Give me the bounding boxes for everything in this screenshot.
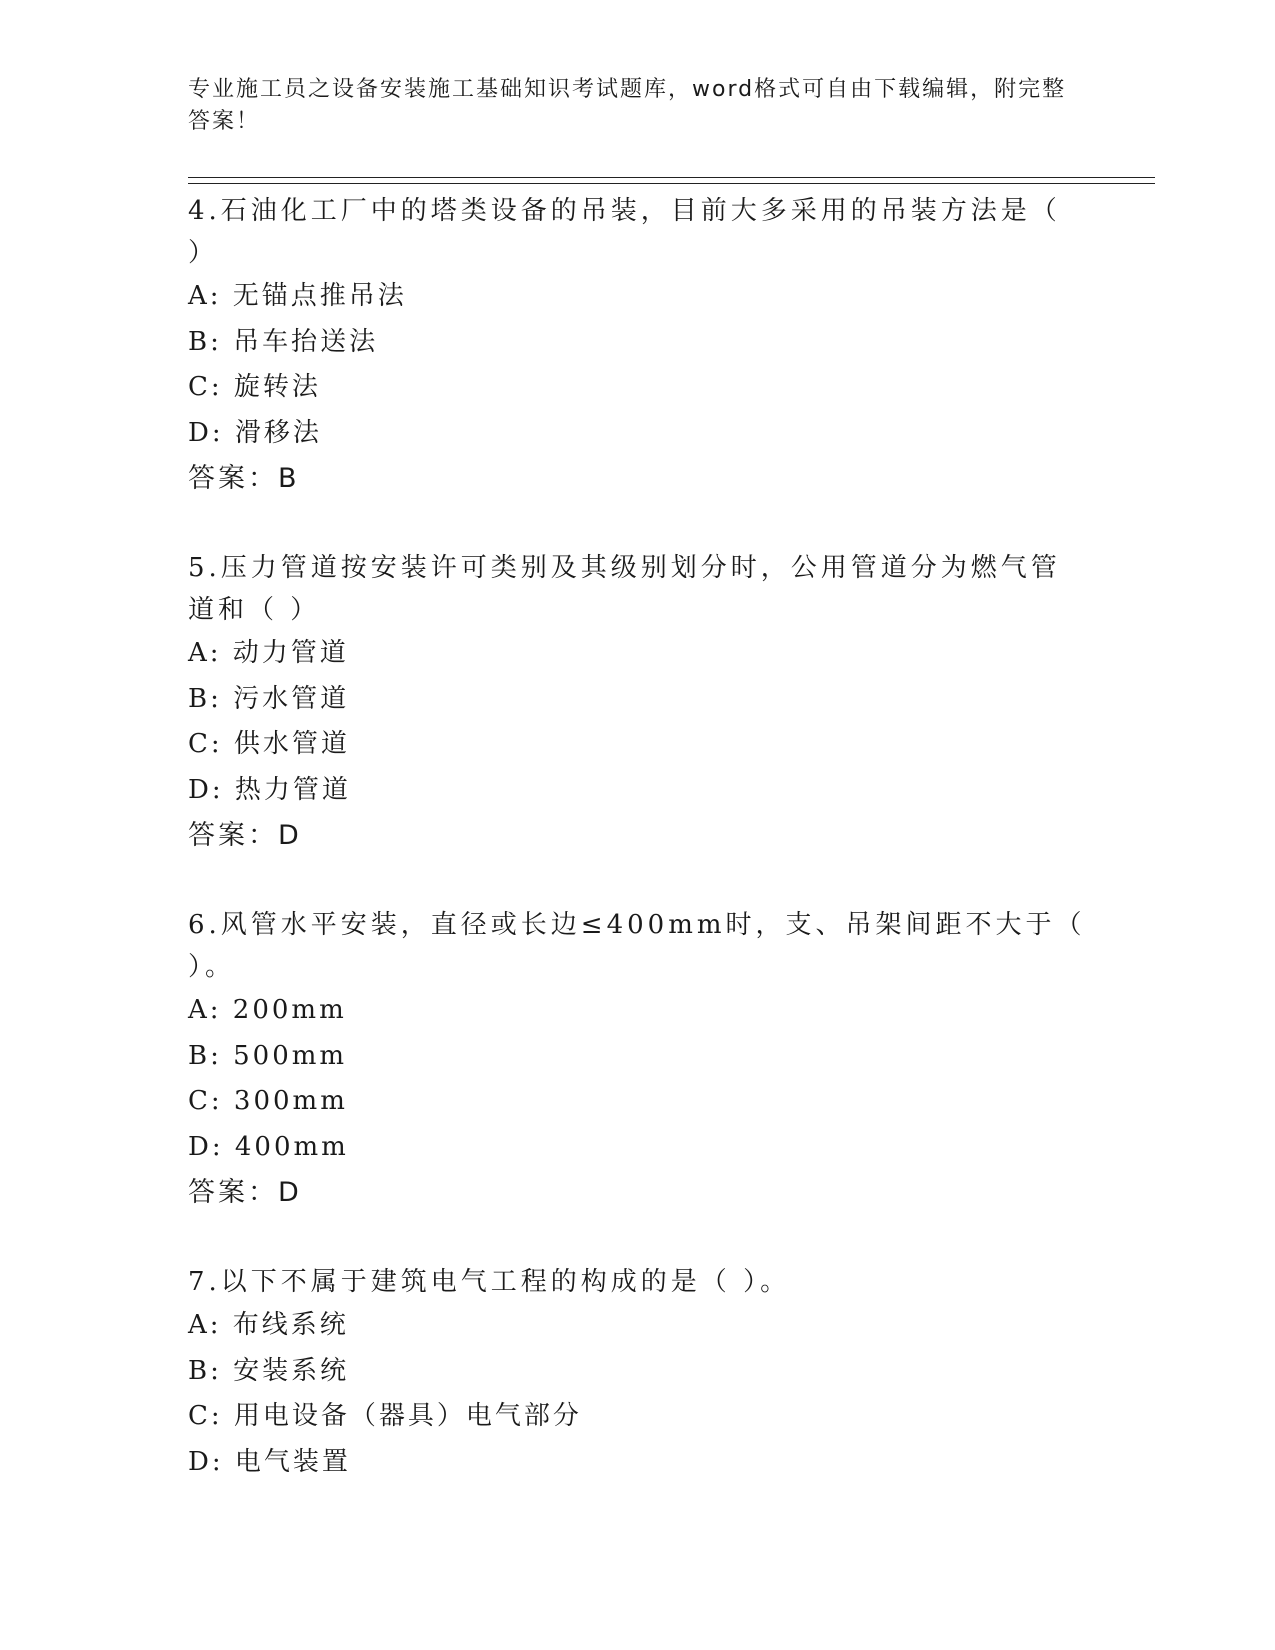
question-4 xyxy=(188,190,1088,502)
question-6 xyxy=(188,904,1088,1216)
option-c: C: 300mm xyxy=(188,1086,348,1116)
option-a: A: 无锚点推吊法 xyxy=(188,281,407,311)
answer-text: 答案：D xyxy=(188,1177,302,1208)
option-c: C: 用电设备（器具）电气部分 xyxy=(188,1401,582,1431)
option-b: B: 安装系统 xyxy=(188,1355,350,1386)
question-5 xyxy=(188,547,1088,859)
question-stem: 6.风管水平安装，直径或长边≤400mm时，支、吊架间距不大于（ ）。 xyxy=(188,910,1086,982)
option-a: A: 200mm xyxy=(188,995,347,1025)
option-c: C: 旋转法 xyxy=(188,372,321,402)
answer-text: 答案：B xyxy=(188,463,300,494)
option-b: B: 污水管道 xyxy=(188,683,350,714)
option-c: C: 供水管道 xyxy=(188,729,350,759)
option-b: B: 吊车抬送法 xyxy=(188,326,379,357)
question-stem: 7.以下不属于建筑电气工程的构成的是（ ）。 xyxy=(188,1267,791,1297)
question-stem: 5.压力管道按安装许可类别及其级别划分时，公用管道分为燃气管道和（ ） xyxy=(188,553,1061,625)
option-d: D: 热力管道 xyxy=(188,774,351,805)
option-d: D: 滑移法 xyxy=(188,417,322,448)
option-d: D: 400mm xyxy=(188,1131,349,1162)
option-d: D: 电气装置 xyxy=(188,1446,351,1477)
answer-text: 答案：D xyxy=(188,820,302,851)
question-7 xyxy=(188,1261,1088,1485)
question-list xyxy=(188,190,1088,1530)
document-header: 专业施工员之设备安装施工基础知识考试题库，word格式可自由下载编辑，附完整答案！ xyxy=(188,77,1067,134)
question-stem: 4.石油化工厂中的塔类设备的吊装，目前大多采用的吊装方法是（ ） xyxy=(188,196,1061,268)
header-divider-bottom xyxy=(188,183,1155,184)
option-a: A: 动力管道 xyxy=(188,638,349,668)
option-a: A: 布线系统 xyxy=(188,1310,349,1340)
header-divider-top xyxy=(188,177,1155,178)
option-b: B: 500mm xyxy=(188,1040,348,1071)
